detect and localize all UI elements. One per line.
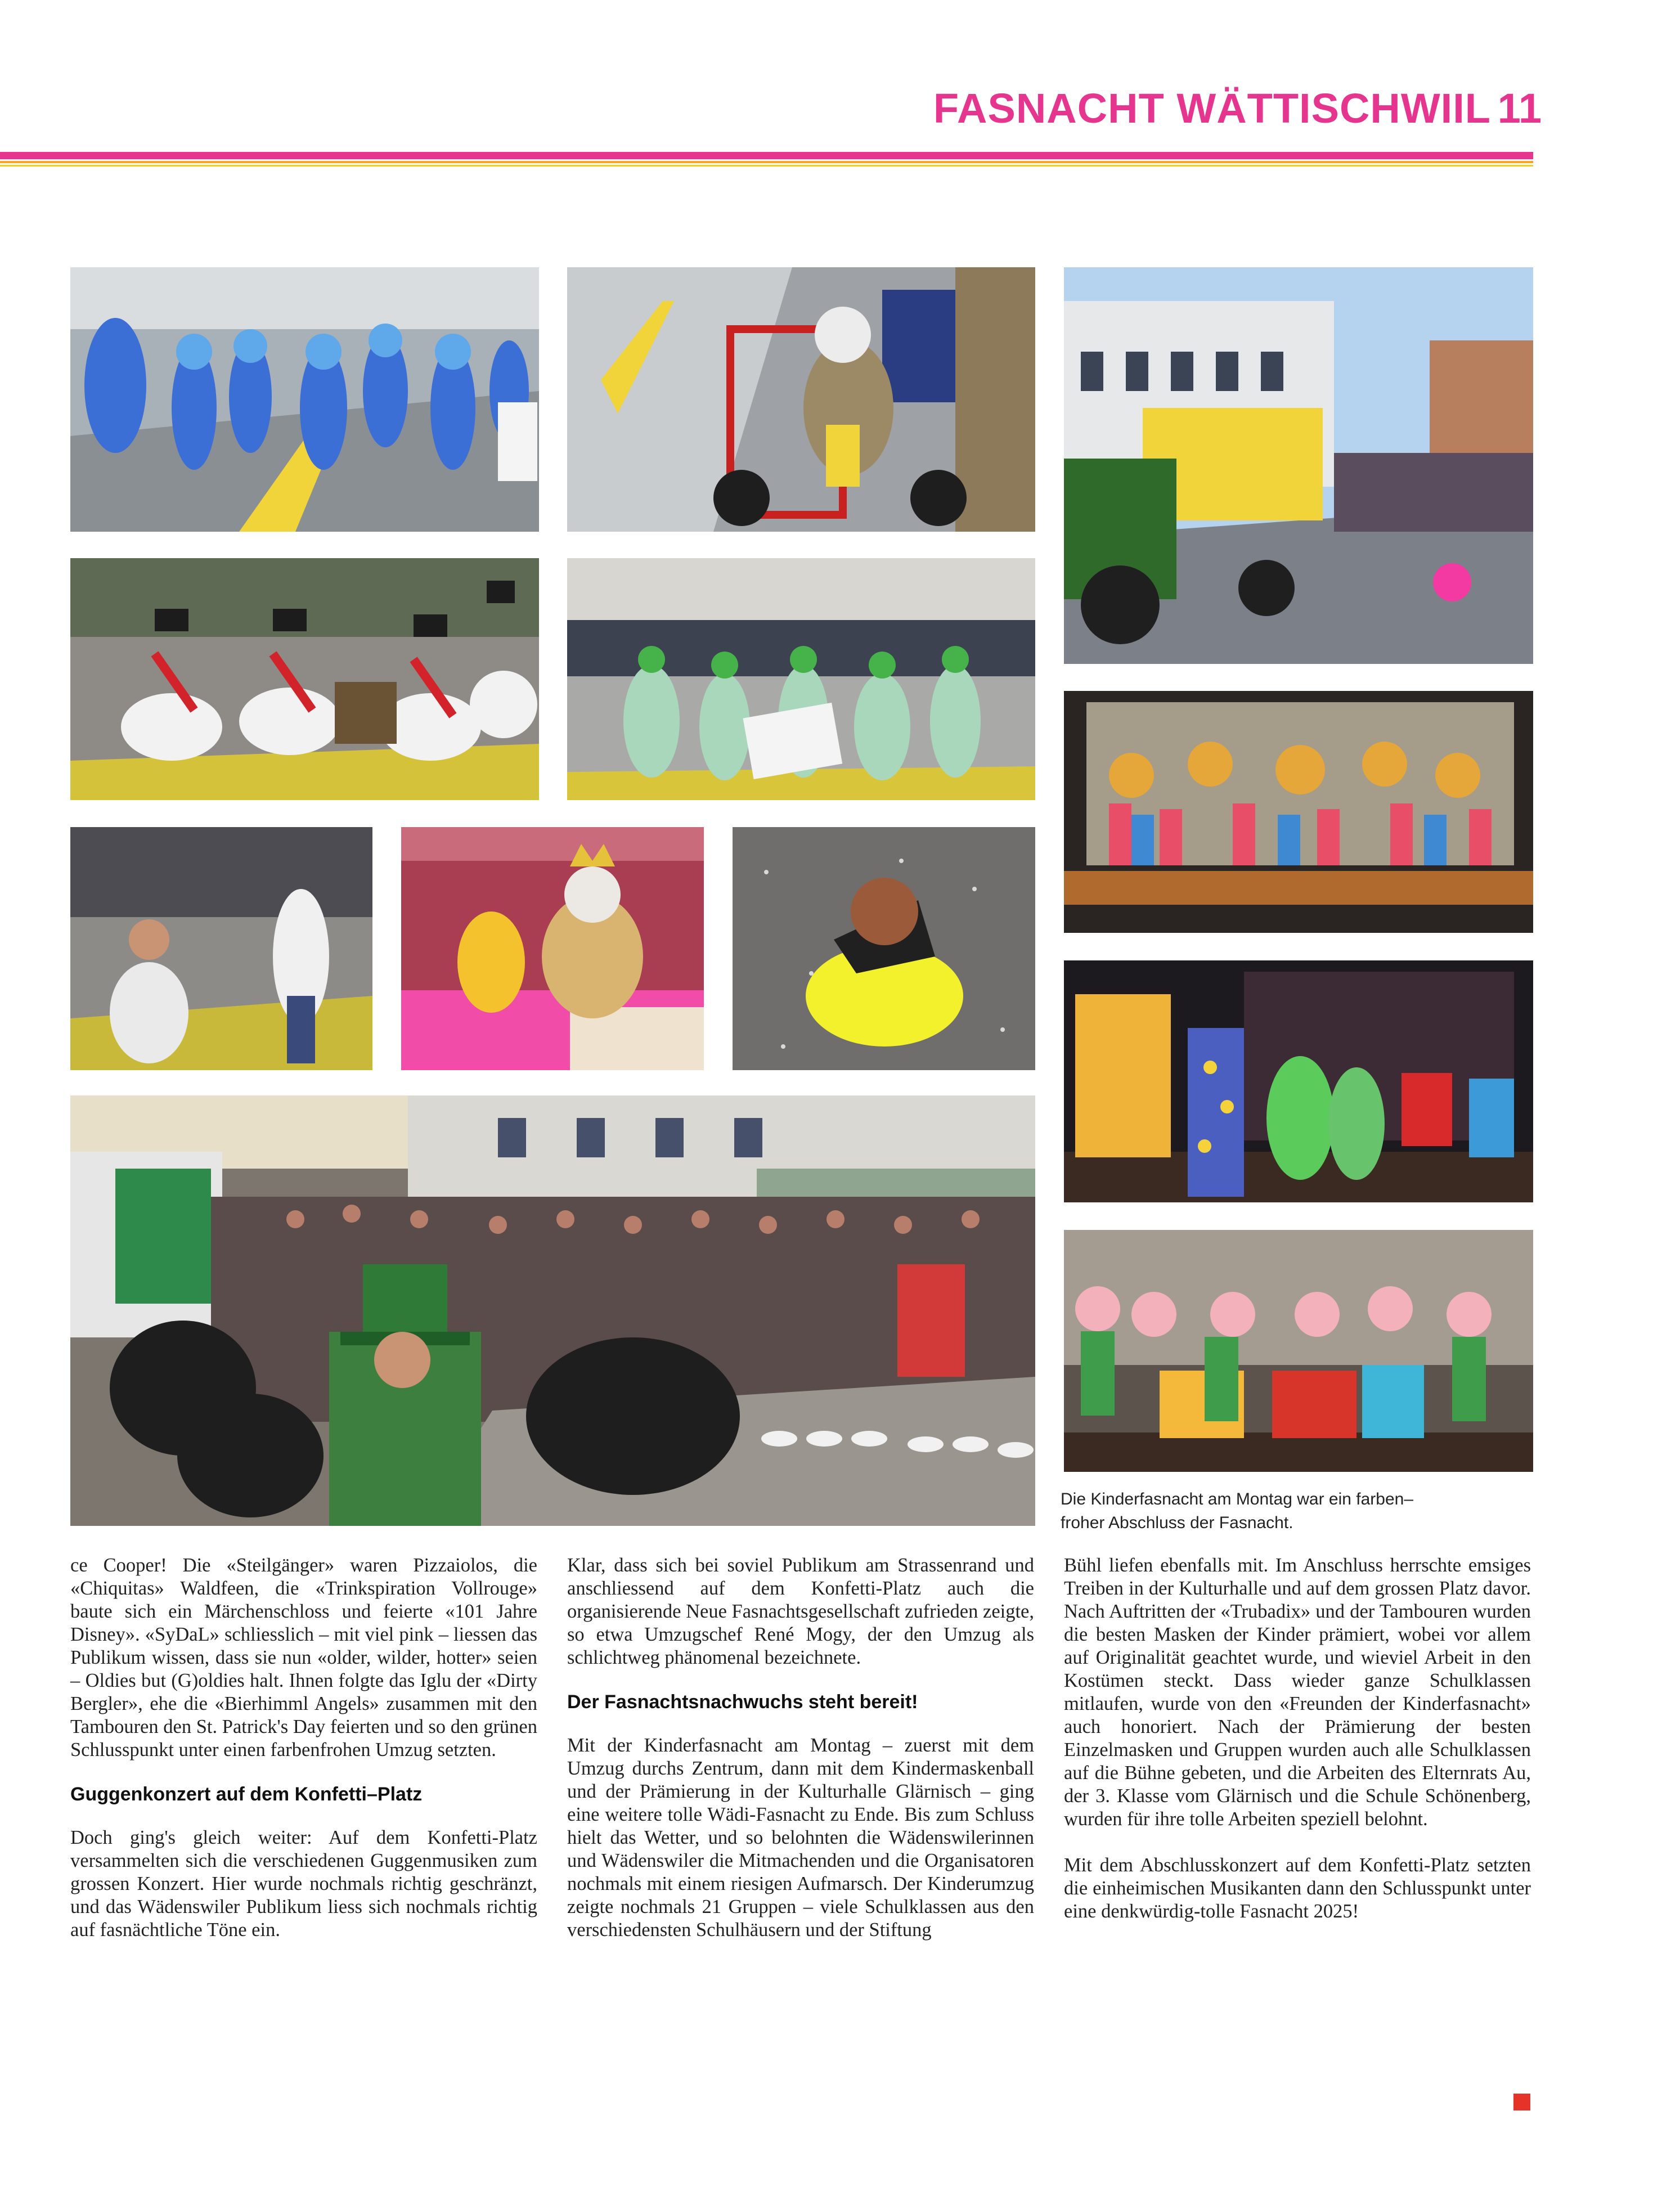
column3-paragraph-1: Bühl liefen ebenfalls mit. Im Anschluss herrschte emsiges Treiben in der Kulturhalle und auf dem grossen Platz davor. Nach Auftritten der «Trubadix» und der Tambouren wurden die besten Masken der Kinder prämiert, wobei vor allem auf Originalität geachtet wurde, und wieviel Arbeit in den Kostümen steckt. Dass wieder ganze Schulklassen mitlaufen, wurde von den «Freunden der Kinderfasnacht» auch honoriert. Nach der Prämierung der besten Einzelmasken und Gruppen wurden auch alle Schulklassen auf die Bühne gebeten, und die Arbeiten des Elternrats Au, der 3. Klasse vom Glärnisch und die Schule Schönenberg, wurden für ihre tolle Arbeiten speziell belohnt. [1064,1555,1531,1830]
column1-heading: Guggenkonzert auf dem Konfetti–Platz [70,1784,423,1805]
column1-paragraph-1: ce Cooper! Die «Steilgänger» waren Pizzaiolos, die «Chiquitas» Waldfeen, die «Trinkspiration Vollrouge» baute sich ein Märchenschloss und feierte «101 Jahre Disney». «SyDaL» schliesslich – mit viel pink – liessen das Publikum wissen, dass sie nun «older, wilder, hotter» seien – Oldies but (G)oldies halt. Ihnen folgte das Iglu der «Dirty Bergler», ehe die «Bierhimml Angels» zusammen mit den Tambouren den St. Patrick's Day feierten und so den grünen Schlusspunkt unter einen farbenfrohen Umzug setzten. [70,1555,537,1761]
photo-stage-costumes [1064,960,1533,1202]
photo-blue-costumes [70,267,539,532]
article-column-1 [70,1554,537,1942]
column1-paragraph-2: Doch ging's gleich weiter: Auf dem Konfetti-Platz versammelten sich die verschiedenen Guggenmusiken zum grossen Konzert. Hier wurde nochmals richtig geschränzt, und das Wädenswiler Publikum liess sich nochmals richtig auf fasnächtliche Töne ein. [70,1827,537,1941]
photo-kids-parade [70,827,372,1070]
header-rule-yellow [0,165,1533,167]
photo-parade-float [1064,267,1533,664]
header-rule-pink [0,152,1533,159]
photo-green-costumes [567,558,1035,800]
page-number: 11 [1497,85,1542,132]
header-rule-orange [0,161,1533,163]
photo-guggen-concert [70,1095,1035,1526]
photo-kids-stage [1064,691,1533,933]
photo-bee-costume [733,827,1035,1070]
caption-line-1: Die Kinderfasnacht am Montag war ein farben– [1061,1490,1414,1508]
column2-paragraph-1: Klar, dass sich bei soviel Publikum am Strassenrand und anschliessend auf dem Konfetti-Platz auch die organisierende Neue Fasnachtsgesellschaft zufrieden zeigte, so etwa Umzugschef René Mogy, der den Umzug als schlichtweg phänomenal bezeichnete. [567,1555,1034,1668]
photo-crown-float [401,827,704,1070]
article-end-mark [1513,2094,1530,2110]
column3-paragraph-2: Mit dem Abschlusskonzert auf dem Konfetti-Platz setzten die einheimischen Musikanten dann den Schlusspunkt unter eine denkwürdig-tolle Fasnacht 2025! [1064,1854,1531,1922]
caption-line-2: froher Abschluss der Fasnacht. [1061,1514,1293,1532]
photo-award-stage [1064,1230,1533,1472]
paragraph-gap [1064,1831,1531,1854]
article-column-2 [567,1554,1034,1942]
photo-gokart [567,267,1035,532]
photo-tulle-group [70,558,539,800]
column2-heading: Der Fasnachtsnachwuchs steht bereit! [567,1691,918,1713]
column2-paragraph-2: Mit der Kinderfasnacht am Montag – zuerst mit dem Umzug durchs Zentrum, dann mit dem Kindermaskenball und der Prämierung in der Kulturhalle Glärnisch – ging eine weitere tolle Wädi-Fasnacht zu Ende. Bis zum Schluss hielt das Wetter, und so belohnten die Wädenswilerinnen und Wädenswiler die Mitmachenden und die Organisatoren nochmals mit einem riesigen Aufmarsch. Der Kinderumzug zeigte nochmals 21 Gruppen – viele Schulklassen aus den verschiedensten Schulhäusern und der Stiftung [567,1735,1034,1941]
section-title: FASNACHT WÄTTISCHWIIL [933,85,1491,132]
article-column-3 [1064,1554,1531,1923]
photo-caption [1061,1488,1533,1535]
